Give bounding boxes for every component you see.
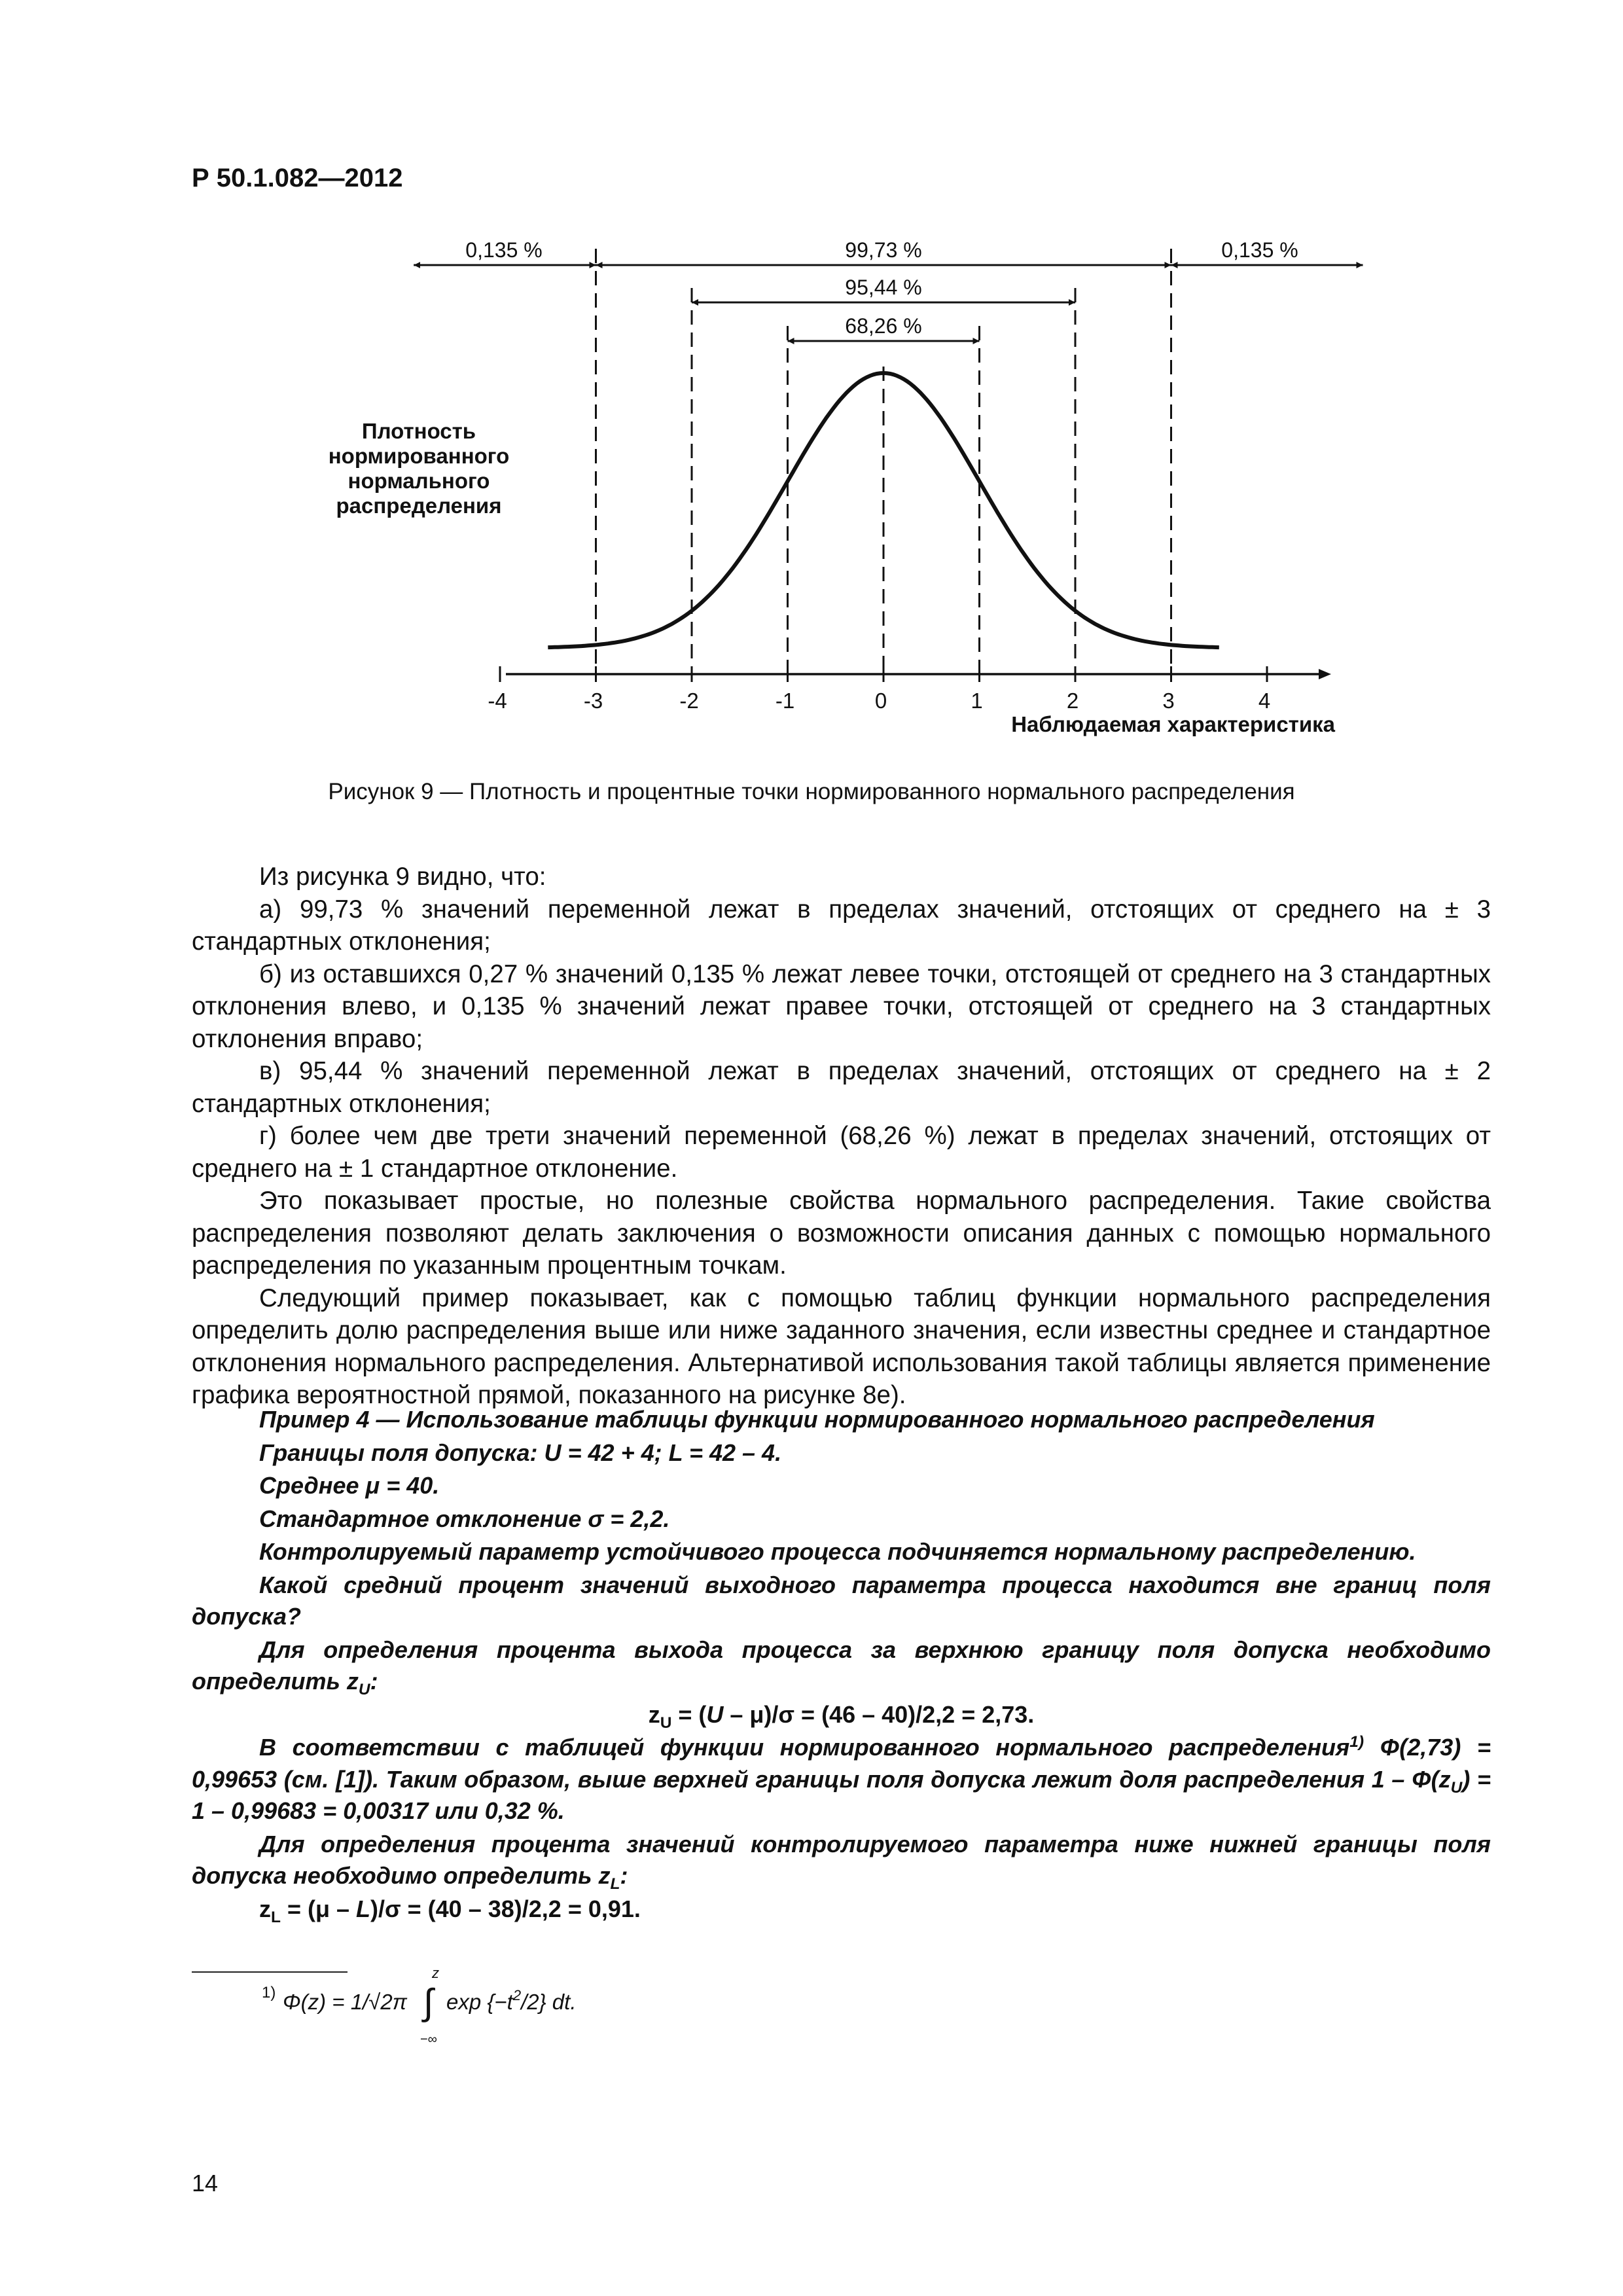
integral-upper-limit: z xyxy=(432,1965,439,1981)
intro-paragraph: Из рисунка 9 видно, что: xyxy=(259,863,546,891)
example-intro-paragraph: Следующий пример показывает, как с помощью таблиц функции нормального распределения определить долю распределения выше или ниже заданного значения, если известны среднее и стандартное отклонения нормального распределения. Альтернативой использования такой таблицы является применение графика вероятностной прямой, показанного на рисунке 8е). xyxy=(192,1283,1491,1409)
upper-limit-intro: Для определения процента выхода процесса за верхнюю границу поля допуска необходимо определить $z_U$: xyxy=(192,1636,1491,1699)
tolerance-limits: Границы поля допуска: U = 42 + 4; L = 42 – 4. xyxy=(259,1439,782,1466)
page-number: 14 xyxy=(192,2170,219,2197)
x-tick-label: -3 xyxy=(583,689,603,713)
x-axis-arrowhead xyxy=(1319,669,1331,679)
interval-label: 0,135 % xyxy=(1221,238,1298,262)
x-tick-label: 4 xyxy=(1258,689,1271,713)
y-axis-label-line: нормированного xyxy=(328,444,510,468)
x-tick-label: 3 xyxy=(1162,689,1175,713)
interval-label: 95,44 % xyxy=(845,276,922,299)
zl-formula: $z_L = (\mu - L)/\sigma = (40 - 38)/2,2 = 0,91$. xyxy=(259,1895,641,1926)
lower-limit-intro: Для определения процента значений контролируемого параметра ниже нижней границы поля допуска необходимо определить $z_L$: xyxy=(192,1830,1491,1893)
y-axis-label xyxy=(329,419,510,518)
list-item-c: в) 95,44 % значений переменной лежат в пределах значений, отстоящих от среднего на ± 2 стандартных отклонения; xyxy=(192,1057,1491,1118)
footnote xyxy=(255,1964,622,2049)
document-code: Р 50.1.082—2012 xyxy=(192,164,403,192)
x-tick-label: 1 xyxy=(971,689,983,713)
x-tick-label: 0 xyxy=(874,689,887,713)
list-item-b: б) из оставшихся 0,27 % значений 0,135 % лежат левее точки, отстоящей от среднего на 3 стандартных отклонения влево, и 0,135 % значений лежат правее точки, отстоящей от среднего на 3 стандартных отклонения вправо; xyxy=(192,960,1491,1053)
integral-lower-limit: −∞ xyxy=(420,2032,437,2047)
example-title: Пример 4 — Использование таблицы функции нормированного нормального распределения xyxy=(259,1406,1375,1433)
list-item-d: г) более чем две трети значений переменной (68,26 %) лежат в пределах значений, отстоящих от среднего на ± 1 стандартное отклонение. xyxy=(192,1122,1491,1183)
table-result: В соответствии с таблицей функции нормированного нормального распределения$^{1)}$ Φ(2,73) = 0,99653 (см. [1]). Таким образом, выше верхней границы поля допуска лежит доля распределения $1 - \Phi(z_U) = 1 - 0,99683 = 0,00317$ или 0,32 %. xyxy=(192,1733,1491,1824)
x-tick-label: -2 xyxy=(679,689,699,713)
list-item-a: а) 99,73 % значений переменной лежат в пределах значений, отстоящих от среднего на ± 3 стандартных отклонения; xyxy=(192,895,1491,956)
integral-sign: ∫ xyxy=(423,1981,434,2022)
example-4 xyxy=(192,1404,1491,1926)
x-tick-label: 2 xyxy=(1066,689,1079,713)
question: Какой средний процент значений выходного параметра процесса находится вне границ поля допуска? xyxy=(192,1571,1491,1630)
interval-label: 68,26 % xyxy=(845,314,922,338)
integrand: $\exp \{-t^2/2\}$ dt. xyxy=(446,1987,577,2014)
interval-label: 99,73 % xyxy=(845,238,922,262)
process-statement: Контролируемый параметр устойчивого процесса подчиняется нормальному распределению. xyxy=(259,1538,1416,1565)
x-tick-label: -1 xyxy=(775,689,795,713)
footnote-marker: 1) xyxy=(262,1984,276,2001)
y-axis-label-line: Плотность xyxy=(361,419,476,443)
y-axis-label-line: нормального xyxy=(348,469,490,493)
mean-value: Среднее μ = 40. xyxy=(259,1472,440,1499)
x-tick-label: -4 xyxy=(488,689,507,713)
figure-caption: Рисунок 9 — Плотность и процентные точки нормированного нормального распределения xyxy=(328,779,1295,804)
body-text xyxy=(192,861,1491,1412)
properties-paragraph: Это показывает простые, но полезные свойства нормального распределения. Такие свойства распределения позволяют делать заключения о возможности описания данных с помощью нормального распределения по указанным процентным точкам. xyxy=(192,1187,1491,1280)
zu-formula: $z_U = (U - \mu)/\sigma = (46 - 40)/2,2 = 2,73$. xyxy=(648,1700,1035,1732)
sigma-value: Стандартное отклонение σ = 2,2. xyxy=(259,1505,670,1532)
normal-distribution-figure xyxy=(0,0,1623,772)
y-axis-label-line: распределения xyxy=(336,493,502,518)
x-axis-label: Наблюдаемая характеристика xyxy=(1011,712,1335,736)
interval-label: 0,135 % xyxy=(465,238,543,262)
footnote-lhs: Φ(z) = 1/√2π xyxy=(283,1990,407,2014)
footnote-reference: 1) xyxy=(1349,1733,1364,1751)
